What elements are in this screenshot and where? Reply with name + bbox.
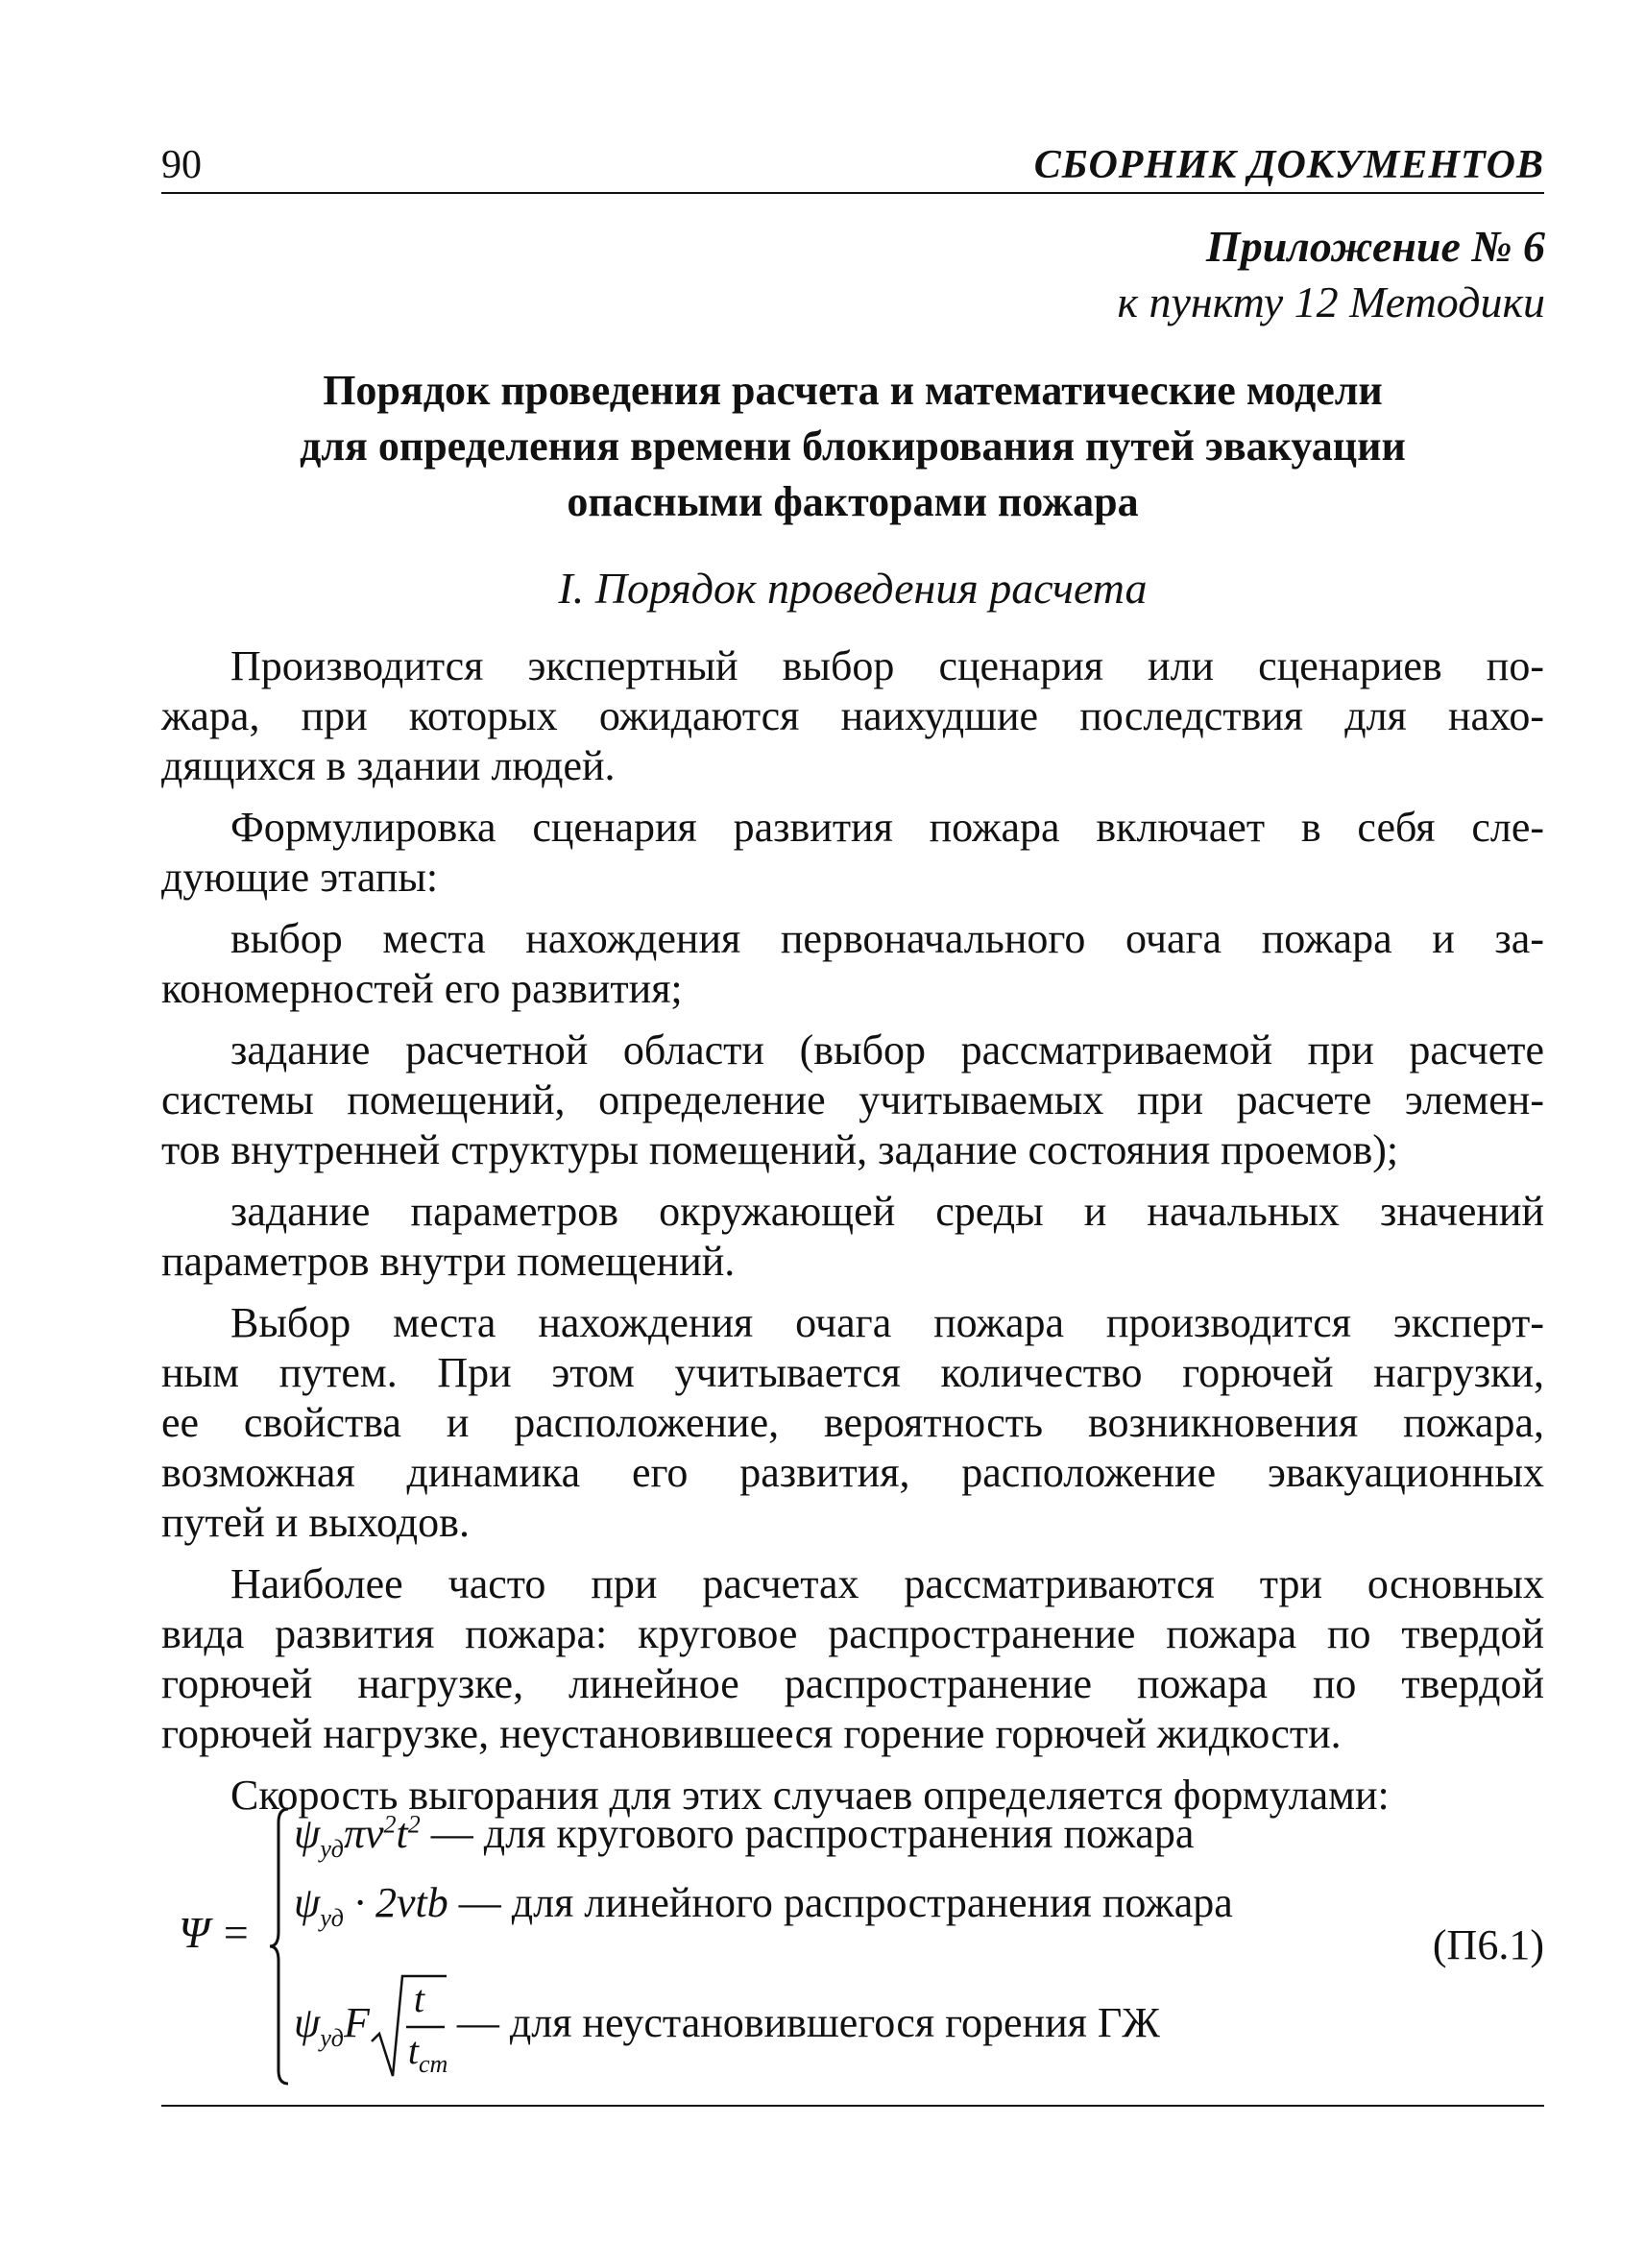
- text-line: кономерностей его развития;: [161, 965, 683, 1012]
- body-text: [161, 641, 1544, 1832]
- text-line: дующие этапы:: [161, 854, 439, 901]
- text-line: Выбор места нахождения очага пожара производится эксперт-: [230, 1299, 1544, 1346]
- left-brace: [267, 1807, 292, 2086]
- case2-expression: $\psi_{уд} \cdot 2vtb$: [294, 1879, 448, 1932]
- case2-description: — для линейного распространения пожара: [458, 1879, 1233, 1926]
- body-paragraph: [161, 1559, 1544, 1759]
- body-paragraph: [161, 914, 1544, 1014]
- text-line: параметров внутри помещений.: [161, 1238, 736, 1285]
- body-paragraph: [161, 1187, 1544, 1287]
- running-title: СБОРНИК ДОКУМЕНТОВ: [1033, 143, 1544, 187]
- appendix-reference: к пункту 12 Методики: [1117, 277, 1545, 326]
- sqrt-fraction: t $t_{ст}$: [370, 1974, 447, 2080]
- text-line: горючей нагрузке, линейное распространение пожара по твердой: [161, 1660, 1544, 1707]
- formula-case-linear: [294, 1878, 1233, 1933]
- bottom-rule: [161, 2105, 1544, 2107]
- text-line: задание параметров окружающей среды и начальных значений: [230, 1188, 1544, 1235]
- text-line: жара, при которых ожидаются наихудшие последствия для нахо-: [161, 692, 1544, 739]
- document-title: [161, 363, 1544, 530]
- text-line: тов внутренней структуры помещений, задание состояния проемов);: [161, 1126, 1399, 1173]
- text-line: Формулировка сценария развития пожара включает в себя сле-: [230, 804, 1544, 851]
- body-paragraph: [161, 803, 1544, 903]
- burnout-rate-formula: [161, 1796, 1544, 2089]
- case3-expression: $\psi_{уд}F$: [294, 1999, 370, 2052]
- case1-expression: $\psi_{уд}\pi v^2t^2$: [294, 1810, 421, 1863]
- formula-case-circular: [294, 1809, 1194, 1864]
- text-line: ее свойства и расположение, вероятность возникновения пожара,: [161, 1399, 1544, 1446]
- text-line: Наиболее часто при расчетах рассматриваются три основных: [230, 1560, 1544, 1607]
- text-line: путей и выходов.: [161, 1499, 470, 1546]
- case1-description: — для кругового распространения пожара: [430, 1810, 1195, 1857]
- formula-lhs: Ψ =: [179, 1908, 251, 1957]
- text-line: выбор места нахождения первоначального очага пожара и за-: [230, 915, 1544, 962]
- text-line: дящихся в здании людей.: [161, 742, 616, 789]
- text-line: возможная динамика его развития, расположение эвакуационных: [161, 1449, 1544, 1496]
- appendix-title: Приложение № 6: [1205, 222, 1545, 271]
- title-line: Порядок проведения расчета и математические модели: [323, 367, 1383, 414]
- text-line: вида развития пожара: круговое распространение пожара по твердой: [161, 1610, 1544, 1657]
- text-line: горючей нагрузке, неустановившееся горение горючей жидкости.: [161, 1710, 1342, 1757]
- equation-number: (П6.1): [1432, 1921, 1544, 1968]
- title-line: опасными факторами пожара: [567, 478, 1139, 525]
- text-line: Скорость выгорания для этих случаев определяется формулами:: [230, 1772, 1390, 1819]
- case3-description: — для неустановившегося горения ГЖ: [456, 1999, 1160, 2047]
- text-line: Производится экспертный выбор сценария или сценариев по-: [230, 642, 1544, 689]
- body-paragraph: [161, 641, 1544, 791]
- text-line: ным путем. При этом учитывается количество горючей нагрузки,: [161, 1349, 1544, 1396]
- body-paragraph: [161, 1025, 1544, 1175]
- running-header: [161, 133, 1544, 194]
- text-line: задание расчетной области (выбор рассматриваемой при расчете: [230, 1026, 1544, 1074]
- body-paragraph: [161, 1298, 1544, 1548]
- page-number: 90: [161, 143, 202, 187]
- title-line: для определения времени блокирования путей эвакуации: [300, 422, 1406, 470]
- appendix-label: [1117, 219, 1545, 330]
- section-heading: I. Порядок проведения расчета: [558, 564, 1148, 613]
- formula-case-liquid: [294, 1974, 1160, 2080]
- text-line: системы помещений, определение учитываемых при расчете элемен-: [161, 1076, 1544, 1123]
